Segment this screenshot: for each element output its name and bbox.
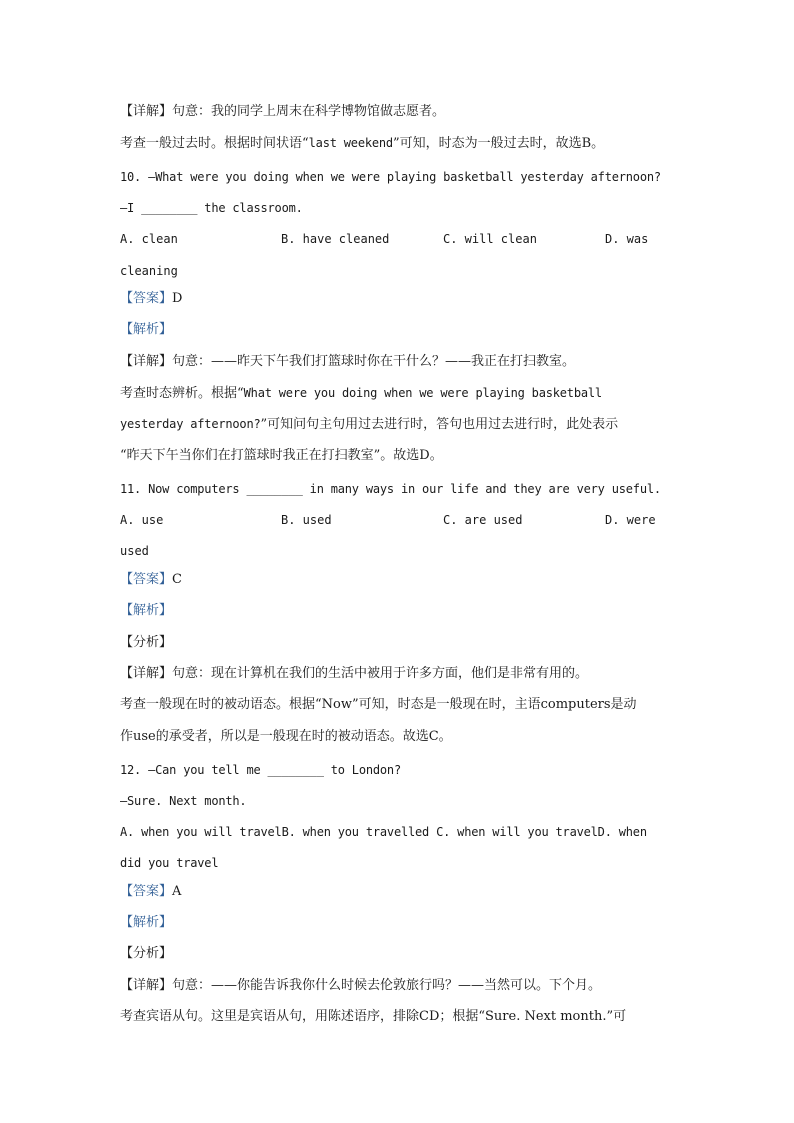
question-10-line-2: —I ________ the classroom. bbox=[120, 201, 303, 215]
question-11-option-a: A. use bbox=[120, 513, 164, 527]
question-11-explanation-1: 考查一般现在时的被动语态。根据“Now”可知，时态是一般现在时，主语computers是动 bbox=[120, 697, 637, 712]
question-10-option-b: B. have cleaned bbox=[281, 232, 390, 246]
question-10-option-c: C. will clean bbox=[443, 232, 537, 246]
question-10-analysis-tag: 【解析】 bbox=[120, 322, 173, 337]
answer-tag: 【答案】 bbox=[120, 884, 173, 899]
question-11-option-d-continued: used bbox=[120, 544, 149, 558]
question-12-options: A. when you will travelB. when you travelled C. when will you travelD. when bbox=[120, 825, 647, 839]
question-11-analysis-tag: 【解析】 bbox=[120, 603, 173, 618]
question-11-option-c: C. are used bbox=[443, 513, 523, 527]
question-10-option-d-continued: cleaning bbox=[120, 264, 178, 278]
question-12-fenxi-tag: 【分析】 bbox=[120, 946, 173, 961]
question-11-stem: 11. Now computers ________ in many ways in our life and they are very useful. bbox=[120, 482, 661, 496]
answer-tag: 【答案】 bbox=[120, 291, 173, 306]
question-10-explanation-3: “昨天下午当你们在打篮球时我正在打扫教室”。故选D。 bbox=[120, 448, 443, 463]
answer-value: A bbox=[172, 884, 182, 899]
answer-tag: 【答案】 bbox=[120, 572, 173, 587]
question-10-explanation-2: yesterday afternoon?”可知问句主句用过去进行时，答句也用过去进行时，此处表示 bbox=[120, 417, 619, 432]
question-10-stem: 10. —What were you doing when we were playing basketball yesterday afternoon? bbox=[120, 170, 661, 184]
question-10-explanation-1: 考查时态辨析。根据“What were you doing when we were playing basketball bbox=[120, 386, 602, 401]
detail-line-1 bbox=[120, 103, 680, 121]
question-12-analysis-tag: 【解析】 bbox=[120, 915, 173, 930]
answer-value: D bbox=[172, 291, 183, 306]
question-10-option-d: D. was bbox=[605, 232, 649, 246]
question-12-options-continued: did you travel bbox=[120, 856, 219, 870]
question-12-detail: 【详解】句意：——你能告诉我你什么时候去伦敦旅行吗？——当然可以。下个月。 bbox=[120, 978, 602, 993]
question-11-answer bbox=[120, 571, 680, 589]
quoted-phrase: last weekend bbox=[308, 136, 393, 150]
question-10-option-a: A. clean bbox=[120, 232, 178, 246]
question-12-answer bbox=[120, 883, 680, 901]
question-12-explanation-1: 考查宾语从句。这里是宾语从句，用陈述语序，排除CD；根据“Sure. Next month.”可 bbox=[120, 1009, 627, 1024]
question-11-explanation-2: 作use的承受者，所以是一般现在时的被动语态。故选C。 bbox=[120, 729, 452, 744]
question-12-line-2: —Sure. Next month. bbox=[120, 794, 247, 808]
question-11-option-b: B. used bbox=[281, 513, 332, 527]
question-10-answer bbox=[120, 290, 680, 308]
detail-tag: 【详解】 bbox=[120, 104, 173, 119]
question-11-option-d: D. were bbox=[605, 513, 656, 527]
question-11-fenxi-tag: 【分析】 bbox=[120, 635, 173, 650]
answer-value: C bbox=[172, 572, 182, 587]
question-11-detail: 【详解】句意：现在计算机在我们的生活中被用于许多方面，他们是非常有用的。 bbox=[120, 666, 589, 681]
explanation-line-1: 考查一般过去时。根据时间状语“last weekend”可知，时态为一般过去时，故选B。 bbox=[120, 136, 605, 151]
question-10-detail: 【详解】句意：——昨天下午我们打篮球时你在干什么？——我正在打扫教室。 bbox=[120, 354, 576, 369]
detail-text: 句意：我的同学上周末在科学博物馆做志愿者。 bbox=[172, 104, 446, 119]
question-12-stem: 12. —Can you tell me ________ to London? bbox=[120, 763, 401, 777]
